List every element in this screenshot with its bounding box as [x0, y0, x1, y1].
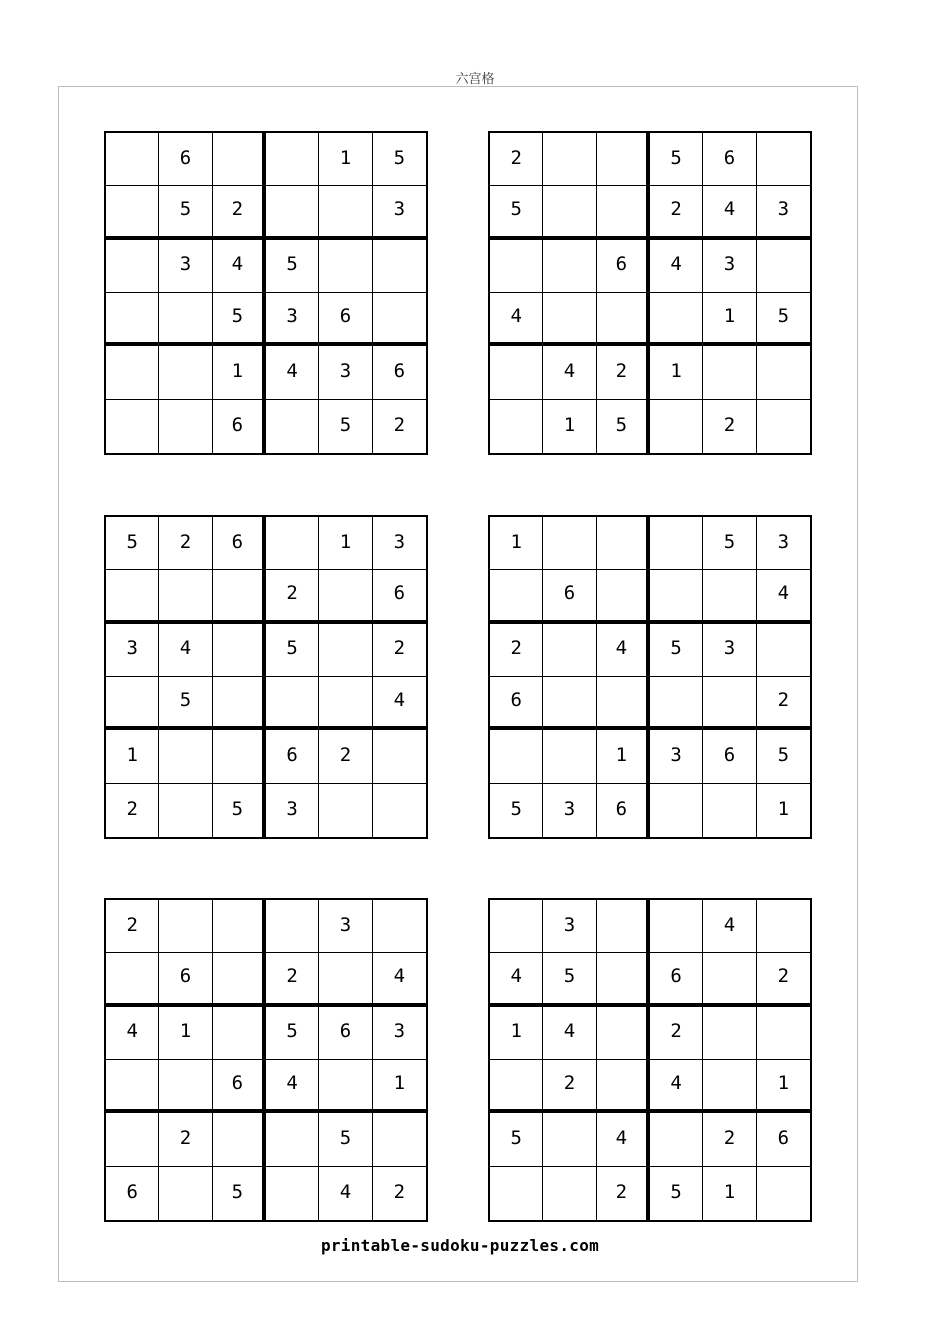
- sudoku-cell: [703, 677, 756, 730]
- sudoku-puzzle-1: [104, 131, 428, 455]
- sudoku-cell: [757, 900, 810, 953]
- sudoku-cell: 2: [393, 413, 406, 436]
- sudoku-cell: [543, 677, 596, 730]
- sudoku-cell: 5: [266, 240, 319, 293]
- sudoku-cell: [319, 186, 372, 239]
- sudoku-cell: [650, 400, 703, 453]
- sudoku-cell: [213, 624, 266, 677]
- sudoku-cell: [757, 624, 810, 677]
- sudoku-cell: 6: [757, 1113, 810, 1166]
- sudoku-cell: 5: [650, 133, 703, 186]
- sudoku-cell: 2: [266, 953, 319, 1006]
- sudoku-cell: [757, 400, 810, 453]
- sudoku-cell: 5: [319, 400, 372, 453]
- sudoku-cell: 2: [650, 186, 703, 239]
- sudoku-cell: [373, 240, 426, 293]
- sudoku-cell: [106, 133, 159, 186]
- sudoku-cell: [490, 570, 543, 623]
- sudoku-cell: 4: [757, 570, 810, 623]
- sudoku-cell: [266, 133, 319, 186]
- sudoku-cell: 4: [490, 953, 543, 1006]
- sudoku-cell: 5: [106, 517, 159, 570]
- sudoku-cell: 4: [543, 1007, 596, 1060]
- sudoku-cell: 4: [703, 186, 756, 239]
- sudoku-cell: 1: [777, 797, 790, 820]
- sudoku-cell: 1: [106, 730, 159, 783]
- sudoku-cell: 2: [213, 186, 266, 239]
- sudoku-cell: 1: [490, 517, 543, 570]
- sudoku-cell: 6: [213, 1060, 266, 1113]
- sudoku-cell: 6: [266, 730, 319, 783]
- sudoku-cell: 6: [319, 293, 372, 346]
- sudoku-cell: 4: [159, 624, 212, 677]
- sudoku-cell: 6: [703, 133, 756, 186]
- sudoku-cell: [213, 953, 266, 1006]
- sudoku-cell: [106, 570, 159, 623]
- sudoku-cell: 2: [703, 1113, 756, 1166]
- sudoku-cell: [319, 953, 372, 1006]
- sudoku-cell: [373, 1113, 426, 1166]
- sudoku-cell: [213, 730, 266, 783]
- sudoku-cell: 2: [106, 784, 159, 837]
- sudoku-cell: 6: [490, 677, 543, 730]
- sudoku-cell: 3: [266, 784, 319, 837]
- sudoku-cell: 1: [159, 1007, 212, 1060]
- sudoku-cell: 3: [373, 186, 426, 239]
- sudoku-cell: 2: [159, 517, 212, 570]
- sudoku-cell: 1: [597, 730, 650, 783]
- sudoku-cell: 6: [319, 1007, 372, 1060]
- sudoku-cell: 5: [319, 1113, 372, 1166]
- sudoku-cell: 4: [543, 346, 596, 399]
- sudoku-cell: [159, 1167, 212, 1220]
- sudoku-cell: [597, 1007, 650, 1060]
- sudoku-cell: [650, 677, 703, 730]
- sudoku-cell: [106, 346, 159, 399]
- sudoku-cell: 2: [319, 730, 372, 783]
- sudoku-cell: 5: [266, 1007, 319, 1060]
- sudoku-cell: [213, 1007, 266, 1060]
- sudoku-cell: 4: [597, 1113, 650, 1166]
- sudoku-cell: [757, 1007, 810, 1060]
- sudoku-cell: [650, 293, 703, 346]
- sudoku-cell: [650, 1113, 703, 1166]
- sudoku-cell: [266, 400, 319, 453]
- sudoku-cell: 3: [159, 240, 212, 293]
- sudoku-cell: [213, 1113, 266, 1166]
- sudoku-cell: [266, 1113, 319, 1166]
- sudoku-cell: [266, 1167, 319, 1220]
- sudoku-cell: 2: [597, 1167, 650, 1220]
- sudoku-cell: 3: [266, 293, 319, 346]
- sudoku-cell: 6: [650, 953, 703, 1006]
- sudoku-cell: 4: [319, 1167, 372, 1220]
- sudoku-cell: 3: [106, 624, 159, 677]
- sudoku-cell: 5: [159, 186, 212, 239]
- sudoku-cell: 2: [393, 1180, 406, 1203]
- sudoku-cell: 3: [703, 240, 756, 293]
- sudoku-cell: 1: [319, 133, 372, 186]
- sudoku-cell: [159, 1060, 212, 1113]
- sudoku-cell: 6: [213, 400, 266, 453]
- sudoku-cell: 2: [650, 1007, 703, 1060]
- sudoku-cell: 4: [266, 346, 319, 399]
- sudoku-cell: [757, 1167, 810, 1220]
- sudoku-cell: [543, 240, 596, 293]
- sudoku-cell: [490, 346, 543, 399]
- sudoku-cell: 2: [757, 677, 810, 730]
- sudoku-cell: [543, 624, 596, 677]
- sudoku-puzzle-6: [488, 898, 812, 1222]
- sudoku-cell: [213, 570, 266, 623]
- footer-url: printable-sudoku-puzzles.com: [320, 1236, 600, 1255]
- sudoku-cell: 6: [159, 133, 212, 186]
- sudoku-cell: [266, 517, 319, 570]
- sudoku-cell: [490, 1167, 543, 1220]
- sudoku-cell: [597, 133, 650, 186]
- sudoku-puzzle-4: [488, 515, 812, 839]
- sudoku-cell: [597, 186, 650, 239]
- sudoku-cell: 3: [319, 346, 372, 399]
- sudoku-cell: 4: [213, 240, 266, 293]
- sudoku-cell: 3: [757, 186, 810, 239]
- sudoku-cell: 6: [543, 570, 596, 623]
- sudoku-cell: [543, 730, 596, 783]
- sudoku-cell: [597, 293, 650, 346]
- sudoku-cell: 5: [650, 624, 703, 677]
- sudoku-cell: [373, 784, 426, 837]
- sudoku-cell: 1: [213, 346, 266, 399]
- sudoku-cell: 4: [373, 677, 426, 730]
- sudoku-cell: [213, 900, 266, 953]
- sudoku-cell: 3: [319, 900, 372, 953]
- sudoku-cell: 5: [490, 1113, 543, 1166]
- sudoku-cell: [319, 240, 372, 293]
- sudoku-cell: 3: [703, 624, 756, 677]
- sudoku-cell: 1: [490, 1007, 543, 1060]
- sudoku-cell: [373, 900, 426, 953]
- sudoku-cell: 5: [650, 1167, 703, 1220]
- sudoku-cell: [703, 1007, 756, 1060]
- sudoku-cell: [543, 1113, 596, 1166]
- sudoku-puzzle-5: [104, 898, 428, 1222]
- sudoku-cell: [650, 517, 703, 570]
- sudoku-cell: 2: [106, 900, 159, 953]
- sudoku-cell: [159, 730, 212, 783]
- sudoku-cell: 6: [597, 784, 650, 837]
- sudoku-cell: 5: [373, 133, 426, 186]
- sudoku-cell: [319, 1060, 372, 1113]
- sudoku-cell: 1: [650, 346, 703, 399]
- sudoku-cell: 6: [597, 240, 650, 293]
- sudoku-cell: [543, 517, 596, 570]
- sudoku-cell: [597, 953, 650, 1006]
- sudoku-cell: [703, 784, 756, 837]
- sudoku-cell: 5: [757, 730, 810, 783]
- sudoku-cell: [213, 677, 266, 730]
- sudoku-cell: 1: [757, 1060, 810, 1113]
- sudoku-cell: 2: [159, 1113, 212, 1166]
- sudoku-cell: 3: [543, 784, 596, 837]
- sudoku-cell: [757, 133, 810, 186]
- sudoku-cell: 1: [373, 1060, 426, 1113]
- sudoku-cell: 6: [373, 346, 426, 399]
- sudoku-cell: 5: [159, 677, 212, 730]
- sudoku-cell: [106, 1113, 159, 1166]
- sudoku-cell: [490, 730, 543, 783]
- sudoku-cell: 1: [319, 517, 372, 570]
- sudoku-cell: [266, 677, 319, 730]
- sudoku-cell: [373, 730, 426, 783]
- sudoku-cell: 5: [703, 517, 756, 570]
- sudoku-cell: [266, 900, 319, 953]
- sudoku-cell: 3: [373, 517, 426, 570]
- sudoku-cell: [266, 186, 319, 239]
- sudoku-cell: 6: [159, 953, 212, 1006]
- sudoku-cell: 4: [650, 1060, 703, 1113]
- sudoku-cell: 2: [757, 953, 810, 1006]
- sudoku-cell: 5: [597, 400, 650, 453]
- sudoku-cell: [159, 570, 212, 623]
- sudoku-cell: [490, 1060, 543, 1113]
- sudoku-cell: 5: [490, 784, 543, 837]
- sudoku-cell: [757, 346, 810, 399]
- sudoku-cell: 6: [703, 730, 756, 783]
- sudoku-cell: [106, 400, 159, 453]
- sudoku-cell: [106, 1060, 159, 1113]
- sudoku-cell: [703, 953, 756, 1006]
- sudoku-cell: 2: [373, 624, 426, 677]
- sudoku-cell: 4: [106, 1007, 159, 1060]
- sudoku-cell: 1: [703, 1167, 756, 1220]
- sudoku-cell: [106, 677, 159, 730]
- sudoku-cell: 4: [597, 624, 650, 677]
- sudoku-cell: 3: [757, 517, 810, 570]
- sudoku-cell: 5: [213, 293, 266, 346]
- sudoku-cell: [159, 293, 212, 346]
- sudoku-cell: [159, 400, 212, 453]
- sudoku-cell: 5: [757, 293, 810, 346]
- sudoku-cell: [490, 400, 543, 453]
- sudoku-cell: 5: [213, 784, 266, 837]
- sudoku-cell: 5: [543, 953, 596, 1006]
- sudoku-cell: 2: [597, 346, 650, 399]
- sudoku-cell: [597, 900, 650, 953]
- sudoku-cell: [106, 240, 159, 293]
- sudoku-cell: [106, 953, 159, 1006]
- sudoku-cell: [650, 900, 703, 953]
- sudoku-puzzle-2: [488, 131, 812, 455]
- sudoku-cell: [159, 784, 212, 837]
- sudoku-cell: 4: [650, 240, 703, 293]
- sudoku-cell: 3: [543, 900, 596, 953]
- sudoku-cell: 6: [106, 1167, 159, 1220]
- sudoku-cell: 6: [213, 517, 266, 570]
- sudoku-cell: 5: [490, 186, 543, 239]
- sudoku-cell: [490, 240, 543, 293]
- sudoku-cell: [213, 133, 266, 186]
- sudoku-cell: [703, 346, 756, 399]
- sudoku-cell: [650, 784, 703, 837]
- sudoku-cell: [597, 1060, 650, 1113]
- sudoku-cell: 2: [490, 624, 543, 677]
- sudoku-cell: [319, 624, 372, 677]
- sudoku-cell: 3: [650, 730, 703, 783]
- sudoku-cell: [543, 133, 596, 186]
- sudoku-cell: [597, 677, 650, 730]
- sudoku-cell: [373, 293, 426, 346]
- sudoku-cell: 4: [266, 1060, 319, 1113]
- sudoku-cell: 5: [266, 624, 319, 677]
- sudoku-cell: 1: [703, 293, 756, 346]
- sudoku-cell: [597, 517, 650, 570]
- sudoku-cell: 4: [490, 293, 543, 346]
- sudoku-cell: [490, 900, 543, 953]
- sudoku-cell: 5: [213, 1167, 266, 1220]
- sudoku-cell: 3: [373, 1007, 426, 1060]
- sudoku-cell: 2: [543, 1060, 596, 1113]
- sudoku-cell: 2: [703, 400, 756, 453]
- sudoku-cell: 2: [266, 570, 319, 623]
- sudoku-cell: [319, 570, 372, 623]
- sudoku-cell: 4: [703, 900, 756, 953]
- sudoku-cell: 6: [373, 570, 426, 623]
- sudoku-cell: [757, 240, 810, 293]
- sudoku-cell: [543, 1167, 596, 1220]
- sudoku-cell: [106, 293, 159, 346]
- page-title: 六宫格: [455, 72, 495, 87]
- sudoku-cell: [650, 570, 703, 623]
- sudoku-cell: [159, 346, 212, 399]
- sudoku-puzzle-3: [104, 515, 428, 839]
- sudoku-cell: [543, 293, 596, 346]
- sudoku-cell: [703, 1060, 756, 1113]
- sudoku-cell: [597, 570, 650, 623]
- sudoku-cell: [319, 784, 372, 837]
- sudoku-cell: [159, 900, 212, 953]
- sudoku-cell: 2: [490, 133, 543, 186]
- sudoku-cell: [319, 677, 372, 730]
- sudoku-cell: 1: [543, 400, 596, 453]
- sudoku-cell: 4: [373, 953, 426, 1006]
- sudoku-cell: [703, 570, 756, 623]
- sudoku-cell: [106, 186, 159, 239]
- sudoku-cell: [543, 186, 596, 239]
